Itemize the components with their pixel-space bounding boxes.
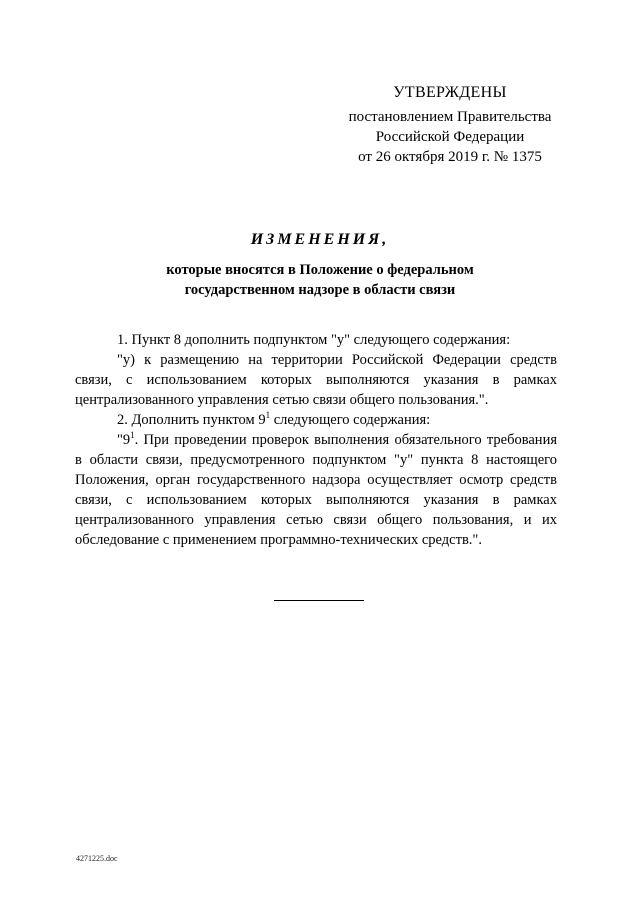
end-divider	[274, 600, 364, 601]
paragraph-3-superscript: 1	[265, 410, 271, 420]
document-body	[75, 330, 557, 550]
paragraph-4-text-end: . При проведении проверок выполнения обязательного требования в области связи, предусмотренного подпунктом "у" пункта 8 настоящего Положения, орган государственного надзора осуществляет осмотр средств связи, с использованием которых выполняются указания в рамках централизованного управления сетью связи общего пользования, и их обследование с применением программно-технических средств.".	[75, 432, 557, 548]
document-title: ИЗМЕНЕНИЯ,	[250, 231, 390, 248]
subtitle-line-2: государственном надзоре в области связи	[184, 282, 456, 298]
approval-title: УТВЕРЖДЕНЫ	[393, 84, 507, 101]
paragraph-3	[75, 410, 557, 430]
subtitle-line-1: которые вносятся в Положение о федеральном	[166, 262, 474, 278]
approval-block	[330, 83, 570, 167]
paragraph-3-text-end: следующего содержания:	[270, 412, 431, 428]
paragraph-4	[75, 430, 557, 550]
paragraph-4-text: "9	[117, 432, 131, 448]
document-file-id: 4271225.doc	[76, 854, 118, 863]
paragraph-1: 1. Пункт 8 дополнить подпунктом "у" следующего содержания:	[117, 332, 511, 348]
document-subtitle	[80, 260, 560, 300]
approval-line-2: Российской Федерации	[375, 129, 525, 145]
paragraph-4-superscript: 1	[130, 430, 135, 440]
paragraph-3-text: 2. Дополнить пунктом 9	[117, 412, 266, 428]
approval-line-1: постановлением Правительства	[348, 109, 552, 125]
approval-line-3: от 26 октября 2019 г. № 1375	[358, 149, 542, 165]
paragraph-2: "у) к размещению на территории Российской Федерации средств связи, с использованием которых выполняются указания в рамках централизованного управления сетью связи общего пользования.".	[75, 352, 557, 408]
